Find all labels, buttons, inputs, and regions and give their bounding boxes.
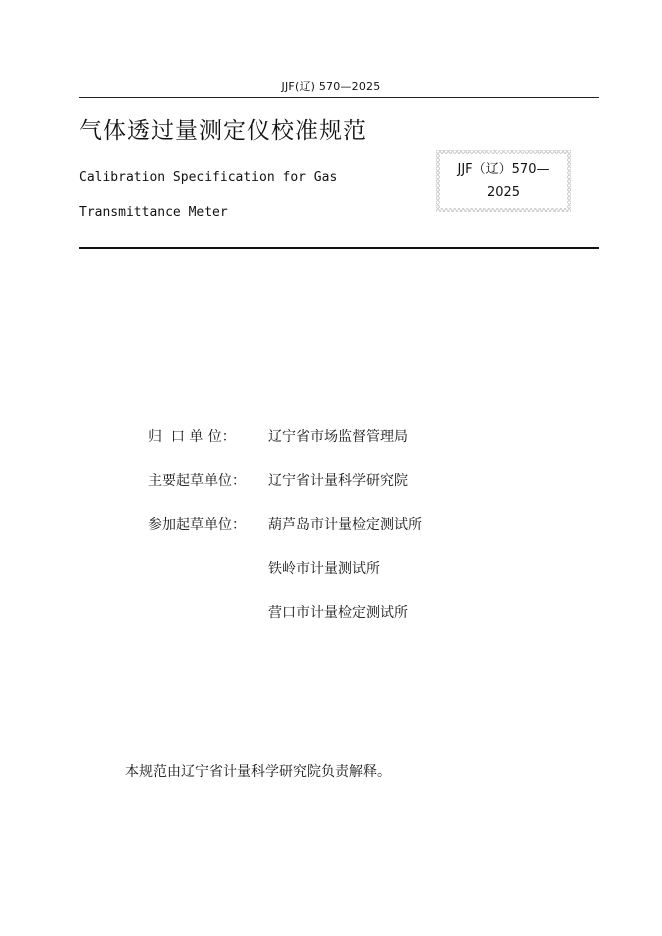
drafting-units [148, 420, 422, 640]
interpretation-note: 本规范由辽宁省计量科学研究院负责解释。 [125, 764, 391, 780]
unit-label: 归 口 单 位： [148, 429, 236, 445]
header-divider [79, 97, 599, 98]
standard-number-box [436, 150, 571, 212]
unit-label [148, 552, 268, 596]
unit-row-responsible [148, 420, 422, 464]
unit-label: 参加起草单位： [148, 517, 246, 533]
unit-value: 铁岭市计量测试所 [268, 561, 380, 577]
english-title-line-1: Calibration Specification for Gas [79, 170, 338, 185]
unit-row-participating-3 [148, 596, 422, 640]
standard-number-line-1: JJF（辽）570— [457, 162, 550, 177]
unit-value: 营口市计量检定测试所 [268, 605, 408, 621]
english-title [79, 160, 379, 230]
unit-value: 葫芦岛市计量检定测试所 [268, 517, 422, 533]
page-title: 气体透过量测定仪校准规范 [79, 118, 367, 144]
header-standard-code: JJF(辽) 570—2025 [281, 80, 381, 93]
standard-number-line-2: 2025 [486, 185, 521, 200]
title-divider [79, 247, 599, 249]
unit-value: 辽宁省计量科学研究院 [268, 473, 408, 489]
unit-row-participating-1 [148, 508, 422, 552]
unit-value: 辽宁省市场监督管理局 [268, 429, 408, 445]
unit-row-participating-2 [148, 552, 422, 596]
standard-number-box-inner [440, 154, 567, 208]
unit-label: 主要起草单位： [148, 473, 246, 489]
unit-row-main-drafter [148, 464, 422, 508]
unit-label [148, 596, 268, 640]
english-title-line-2: Transmittance Meter [79, 205, 228, 220]
